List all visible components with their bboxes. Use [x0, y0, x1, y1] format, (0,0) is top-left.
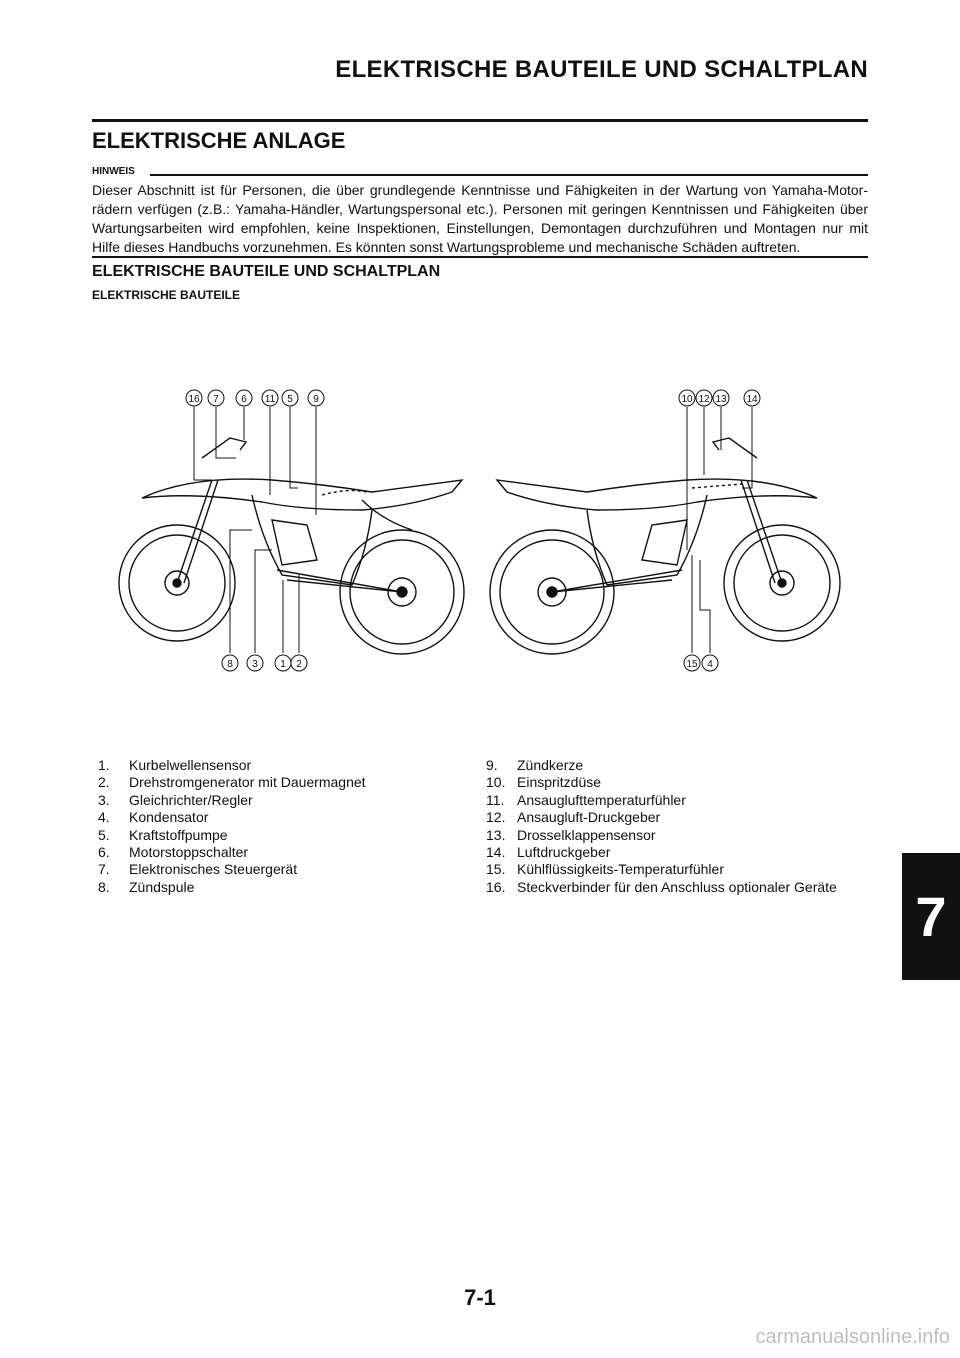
list-item: 9. Zündkerze	[486, 757, 584, 773]
svg-text:4: 4	[707, 659, 713, 670]
svg-text:7: 7	[213, 394, 219, 405]
list-item: 6. Motorstoppschalter	[98, 844, 249, 861]
note-text: Dieser Abschnitt ist für Personen, die über grundlegende Kenntnisse und Fähigkeiten in der Wartung von Yamaha-Motor-rädern verfügen (z.B.: Yamaha-Händler, Wartungspersonal etc.). Personen mit geringen Kenntnissen und Fähigkeiten über Wartungsarbeiten wird empfohlen, keine Inspektionen, Einstellungen, Demontagen durchzuführen und Montagen nur mit Hilfe dieses Handbuchs vorzunehmen. Es könnten sonst Wartungsprobleme und mechanische Schäden auftreten.	[92, 182, 868, 255]
svg-text:5: 5	[287, 394, 293, 405]
list-item: 7. Elektronisches Steuergerät	[98, 861, 298, 878]
callout-3	[247, 655, 263, 671]
svg-text:16: 16	[188, 394, 200, 405]
svg-text:9: 9	[313, 394, 319, 405]
note-label: HINWEIS	[92, 166, 139, 177]
header-rule	[92, 119, 868, 122]
list-item: 16. Steckverbinder für den Anschluss optionaler Geräte	[486, 878, 837, 895]
left-bike-illustration	[119, 438, 464, 654]
list-item: 13. Drosselklappensensor	[486, 826, 656, 843]
callout-14	[744, 390, 760, 406]
callout-1	[275, 655, 291, 671]
section-title: ELEKTRISCHE ANLAGE	[92, 128, 346, 153]
callout-13	[713, 390, 729, 406]
callout-leaders	[194, 407, 752, 653]
note-end-rule	[92, 256, 868, 258]
subsubsection-title: ELEKTRISCHE BAUTEILE	[92, 288, 241, 302]
svg-text:13: 13	[715, 394, 727, 405]
svg-text:14: 14	[746, 394, 758, 405]
motorcycle-diagram	[112, 380, 842, 680]
list-item: 1. Kurbelwellensensor	[98, 757, 252, 773]
chapter-tab: 7	[902, 853, 960, 980]
callout-10	[679, 390, 695, 406]
svg-text:15: 15	[686, 659, 698, 670]
callout-6	[236, 390, 252, 406]
list-item: 12. Ansaugluft-Druckgeber	[486, 809, 661, 826]
callout-9	[308, 390, 324, 406]
list-item: 10. Einspritzdüse	[486, 774, 602, 791]
callout-11	[262, 390, 278, 406]
svg-text:1: 1	[280, 659, 286, 670]
list-item: 8. Zündspule	[98, 878, 195, 895]
parts-column-right	[486, 757, 866, 896]
callout-16	[186, 390, 202, 406]
parts-column-left	[98, 757, 478, 896]
callout-15	[684, 655, 700, 671]
svg-text:2: 2	[296, 659, 302, 670]
page-header-title: ELEKTRISCHE BAUTEILE UND SCHALTPLAN	[335, 56, 868, 83]
svg-text:3: 3	[252, 659, 258, 670]
note-rule	[150, 174, 868, 176]
subsection-title: ELEKTRISCHE BAUTEILE UND SCHALTPLAN	[92, 263, 441, 280]
callout-12	[696, 390, 712, 406]
svg-text:6: 6	[241, 394, 247, 405]
callout-8	[222, 655, 238, 671]
callout-2	[291, 655, 307, 671]
callout-5	[282, 390, 298, 406]
page-number: 7-1	[464, 1285, 496, 1310]
list-item: 4. Kondensator	[98, 809, 209, 826]
list-item: 11. Ansauglufttemperaturfühler	[486, 791, 686, 808]
svg-text:12: 12	[698, 394, 710, 405]
svg-text:11: 11	[264, 394, 276, 405]
callout-4	[702, 655, 718, 671]
svg-text:8: 8	[227, 659, 233, 670]
watermark: carmanualsonline.info	[755, 1326, 950, 1348]
svg-text:10: 10	[681, 394, 693, 405]
list-item: 5. Kraftstoffpumpe	[98, 826, 228, 843]
list-item: 2. Drehstromgenerator mit Dauermagnet	[98, 774, 366, 791]
list-item: 15. Kühlflüssigkeits-Temperaturfühler	[486, 861, 724, 878]
callout-7	[208, 390, 224, 406]
list-item: 14. Luftdruckgeber	[486, 844, 611, 861]
list-item: 3. Gleichrichter/Regler	[98, 791, 253, 808]
right-bike-illustration	[490, 438, 840, 654]
